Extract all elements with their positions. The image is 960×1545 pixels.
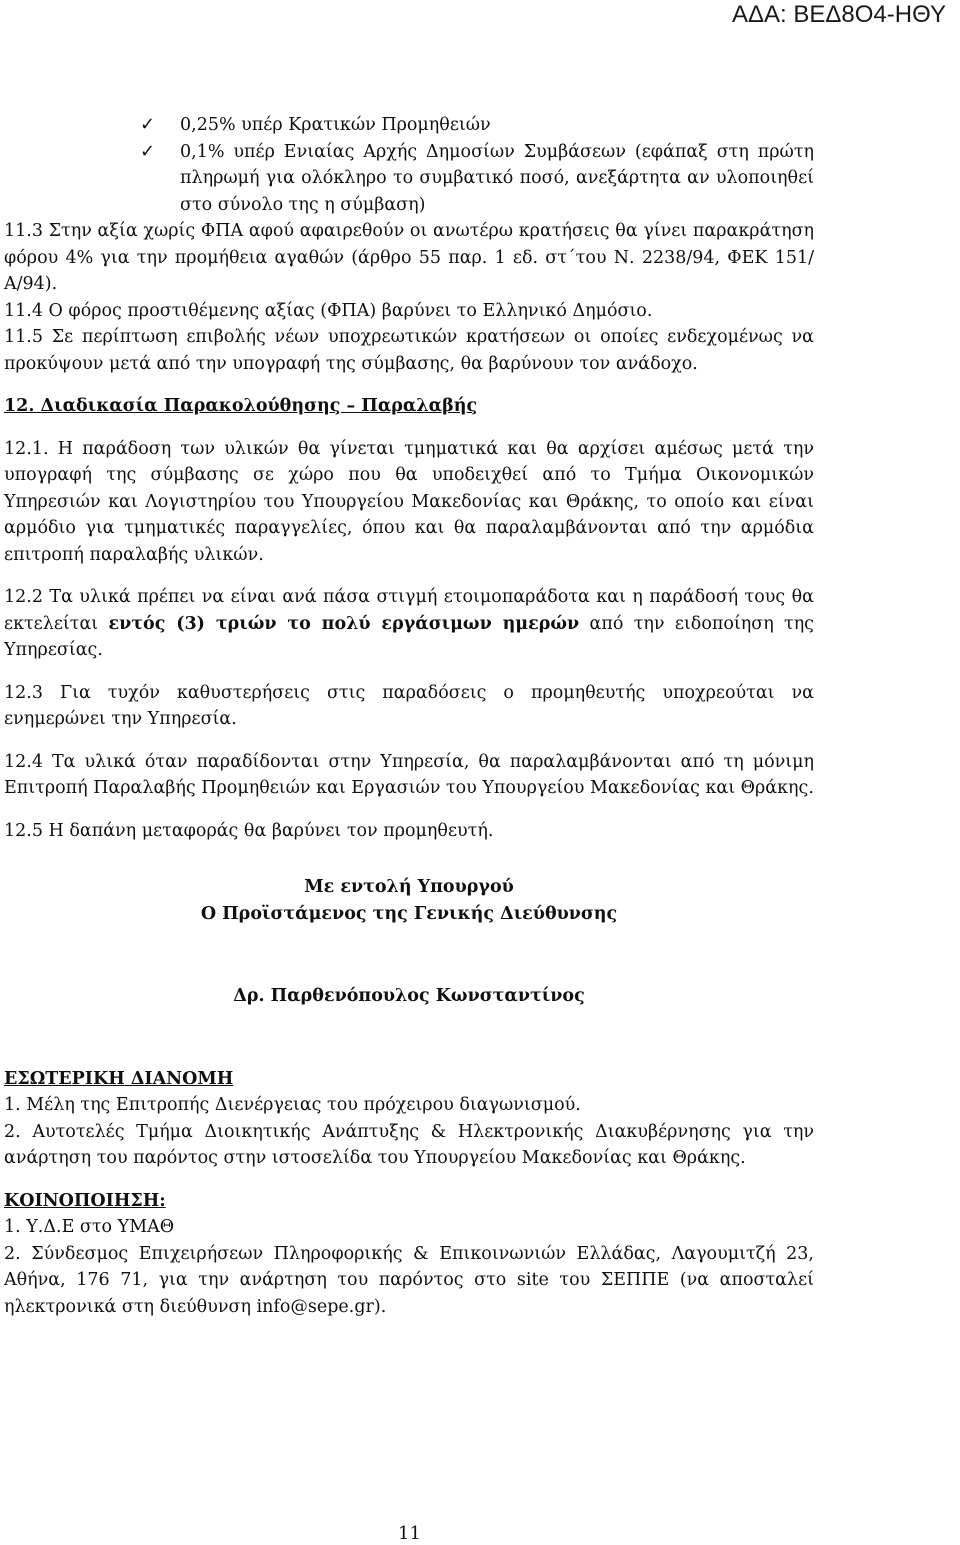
list-item: ✓ 0,1% υπέρ Ενιαίας Αρχής Δημοσίων Συμβάσεων (εφάπαξ στη πρώτη πληρωμή για ολόκληρο το συμβατικό ποσό, ανεξάρτητα αν υλοποιηθεί στο σύνολο της η σύμβαση) xyxy=(140,140,814,215)
list-item: ✓ 0,25% υπέρ Κρατικών Προμηθειών xyxy=(140,112,814,139)
distribution-heading: ΕΣΩΤΕΡΙΚΗ ΔΙΑΝΟΜΗ xyxy=(4,1068,234,1089)
signatory-name: Δρ. Παρθενόπουλος Κωνσταντίνος xyxy=(233,986,585,1006)
paragraph-12-5: 12.5 Η δαπάνη μεταφοράς θα βαρύνει τον προμηθευτή. xyxy=(4,820,494,841)
list-item: 1. Μέλη της Επιτροπής Διενέργειας του πρόχειρου διαγωνισμού. xyxy=(4,1095,581,1115)
fee-list xyxy=(4,112,814,218)
ada-code: ΑΔΑ: ΒΕΔ8Ο4-ΗΘΥ xyxy=(731,1,946,28)
page-number: 11 xyxy=(398,1523,421,1544)
paragraph-12-1: 12.1. Η παράδοση των υλικών θα γίνεται τμηματικά και θα αρχίσει αμέσως μετά την υπογραφή της σύμβασης σε χώρο που θα υποδειχθεί από το Τμήμα Οικονομικών Υπηρεσιών και Λογιστηρίου του Υπουργείου Μακεδονίας και Θράκης, το οποίο και είναι αρμόδιο για τμηματικές παραγγελίες, όπου και θα παραλαμβάνονται από την αρμόδια επιτροπή παραλαβής υλικών. xyxy=(4,438,814,565)
paragraph-11-5: 11.5 Σε περίπτωση επιβολής νέων υποχρεωτικών κρατήσεων οι οποίες ενδεχομένως να προκύψουν μετά από την υπογραφή της σύμβασης, θα βαρύνουν τον ανάδοχο. xyxy=(4,327,814,374)
signature-block xyxy=(4,874,814,1010)
paragraph-11-3: 11.3 Στην αξία χωρίς ΦΠΑ αφού αφαιρεθούν οι ανωτέρω κρατήσεις θα γίνει παρακράτηση φόρου 4% για την προμήθεια αγαθών (άρθρο 55 παρ. 1 εδ. στ΄του Ν. 2238/94, ΦΕΚ 151/Α/94). xyxy=(4,221,814,294)
list-item: 2. Αυτοτελές Τμήμα Διοικητικής Ανάπτυξης & Ηλεκτρονικής Διακυβέρνησης για την ανάρτηση του παρόντος στην ιστοσελίδα του Υπουργείου Μακεδονίας και Θράκης. xyxy=(4,1121,814,1168)
paragraph-11-4: 11.4 Ο φόρος προστιθέμενης αξίας (ΦΠΑ) βαρύνει το Ελληνικό Δημόσιο. xyxy=(4,300,653,321)
paragraph-12-2: 12.2 Τα υλικά πρέπει να είναι ανά πάσα στιγμή ετοιμοπαράδοτα και η παράδοσή τους θα εκτελείται εντός (3) τριών το πολύ εργάσιμων ημερών από την ειδοποίηση της Υπηρεσίας. xyxy=(4,587,814,660)
list-item: 1. Υ.Δ.Ε στο ΥΜΑΘ xyxy=(4,1217,175,1237)
signature-line-1: Με εντολή Υπουργού xyxy=(304,877,514,897)
section-heading-12: 12. Διαδικασία Παρακολούθησης – Παραλαβής xyxy=(4,396,478,416)
document-body xyxy=(4,112,814,1320)
list-item: 2. Σύνδεσμος Επιχειρήσεων Πληροφορικής & Επικοινωνιών Ελλάδας, Λαγουμιτζή 23, Αθήνα, 176 71, για την ανάρτηση του παρόντος στο site του ΣΕΠΠΕ (να αποσταλεί ηλεκτρονικά στη διεύθυνση info@sepe.gr). xyxy=(4,1243,814,1317)
notification-heading: ΚΟΙΝΟΠΟΙΗΣΗ: xyxy=(4,1190,166,1211)
signature-line-2: Ο Προϊστάμενος της Γενικής Διεύθυνσης xyxy=(200,903,618,924)
checkmark-icon: ✓ xyxy=(140,140,156,162)
paragraph-12-3: 12.3 Για τυχόν καθυστερήσεις στις παραδόσεις ο προμηθευτής υποχρεούται να ενημερώνει την Υπηρεσία. xyxy=(4,682,814,729)
checkmark-icon: ✓ xyxy=(140,114,156,135)
paragraph-12-4: 12.4 Τα υλικά όταν παραδίδονται στην Υπηρεσία, θα παραλαμβάνονται από τη μόνιμη Επιτροπή Παραλαβής Προμηθειών και Εργασιών του Υπουργείου Μακεδονίας και Θράκης. xyxy=(4,751,814,798)
